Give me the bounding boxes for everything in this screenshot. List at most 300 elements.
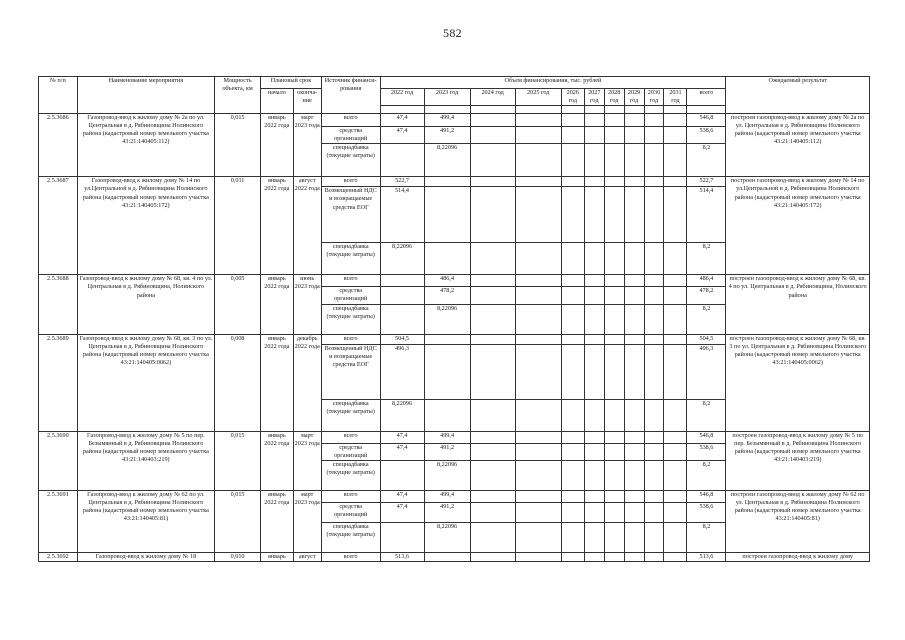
value-empty [584,552,604,561]
value-empty [664,431,687,443]
value-empty [644,443,664,460]
value-total: 513,6 [687,552,726,561]
value-empty [604,304,624,334]
value-empty [561,399,584,431]
value-empty [604,399,624,431]
value-empty [664,334,687,344]
value-empty [515,114,561,127]
value-2022: 47,4 [380,431,424,443]
record-number: 2.5.3688 [39,275,78,334]
table-header [39,77,870,114]
value-empty [561,177,584,187]
funding-source: спецнадбавка (текущие затраты) [321,399,380,431]
value-2023 [424,177,470,187]
record-result: построен газопровод-ввод к жилому дому № 5 по пер. Безымянный в д. Рябиновщина Нолинского района (кадастровый номер земельного участка 43:21:140403:219) [726,431,870,490]
value-total: 546,8 [687,490,726,502]
header-year-2030: 2030 год [644,89,664,106]
value-2022: 47,4 [380,127,424,144]
value-empty [624,431,644,443]
record-result: построен газопровод-ввод к жилому дому № 62 по ул. Центральная в д. Рябиновщина Нолинского района (кадастровый номер земельного участка 43:21:140405:81) [726,490,870,552]
record-number: 2.5.3689 [39,334,78,431]
value-empty [644,287,664,304]
record-result: построен газопровод-ввод к жилому дому № 68, кв. 4 по ул. Центральная в д. Рябиновщина, Нолинского района [726,275,870,334]
value-empty [624,399,644,431]
funding-source: средства организаций [321,443,380,460]
table-row [39,334,870,344]
value-empty [584,399,604,431]
record-name: Газопровод-ввод к жилому дому № 62 по ул. Центральная в д. Рябиновщина Нолинского района (кадастровый номер земельного участка 43:21:140405:81) [77,490,214,552]
value-2023 [424,399,470,431]
value-2022 [380,275,424,287]
value-2022: 514,4 [380,187,424,243]
value-2022: 47,4 [380,443,424,460]
header-year-2028: 2028 год [604,89,624,106]
value-empty [515,502,561,522]
value-2023 [424,334,470,344]
record-name: Газопровод-ввод к жилому дому № 68, кв. 4 по ул. Центральная в д. Рябиновщина, Нолинского района [77,275,214,334]
value-empty [584,431,604,443]
value-total: 546,8 [687,114,726,127]
value-empty [561,490,584,502]
value-empty [604,443,624,460]
value-empty [604,187,624,243]
value-total: 522,7 [687,177,726,187]
value-empty [561,443,584,460]
value-2023 [424,552,470,561]
value-empty [515,243,561,275]
value-total: 514,4 [687,187,726,243]
value-empty [561,334,584,344]
funding-source: спецнадбавка (текущие затраты) [321,522,380,552]
funding-source: всего [321,334,380,344]
value-total: 496,3 [687,344,726,399]
value-empty [624,344,644,399]
value-empty [470,177,515,187]
value-empty [515,177,561,187]
funding-source: всего [321,275,380,287]
record-start: январь 2022 года [261,490,293,552]
value-empty [584,490,604,502]
value-total: 504,5 [687,334,726,344]
table-row [39,431,870,443]
table-row [39,552,870,561]
header-year-2025: 2025 год [515,89,561,106]
value-empty [664,460,687,490]
value-2023: 8,22096 [424,304,470,334]
record-result: построен газопровод-ввод к жилому дому № 68, кв. 3 по ул. Центральная в д. Рябиновщина Нолинского района (кадастровый номер земельного участка 43:21:140405:0062) [726,334,870,431]
table-row [39,490,870,502]
funding-source: всего [321,114,380,127]
value-empty [644,114,664,127]
value-empty [470,127,515,144]
value-empty [561,431,584,443]
record-result: построен газопровод-ввод к жилому дому [726,552,870,561]
value-empty [624,275,644,287]
value-empty [515,287,561,304]
value-empty [584,443,604,460]
value-empty [470,490,515,502]
record-name: Газопровод-ввод к жилому дому № 2а по ул. Центральная в д. Рябиновщина Нолинского района (кадастровый номер земельного участка 43:21:140405:112) [77,114,214,177]
value-2023: 499,4 [424,114,470,127]
value-2022: 47,4 [380,490,424,502]
record-capacity: 0,011 [215,177,261,275]
header-year-2024: 2024 год [470,89,515,106]
record-end: август 2022 года [293,177,321,275]
value-empty [470,431,515,443]
value-empty [604,522,624,552]
funding-source: всего [321,552,380,561]
record-end: декабрь 2022 года [293,334,321,431]
value-total: 8,2 [687,399,726,431]
value-2022: 513,6 [380,552,424,561]
value-empty [561,344,584,399]
value-empty [584,344,604,399]
value-2022: 47,4 [380,114,424,127]
funding-source: Возмещенный НДС и возвращаемые средства ЕОГ [321,187,380,243]
value-empty [584,177,604,187]
value-empty [515,187,561,243]
header-term-start: начало [261,89,293,114]
header-year-2026: 2026 год [561,89,584,106]
value-empty [604,127,624,144]
value-empty [470,460,515,490]
funding-table [38,76,870,562]
value-empty [584,334,604,344]
value-empty [644,275,664,287]
value-empty [470,287,515,304]
value-empty [515,334,561,344]
value-empty [604,177,624,187]
value-empty [561,522,584,552]
value-empty [644,177,664,187]
value-2023: 499,4 [424,490,470,502]
value-2022 [380,460,424,490]
value-empty [561,187,584,243]
value-empty [664,287,687,304]
value-empty [515,490,561,502]
value-empty [644,344,664,399]
record-capacity: 0,015 [215,431,261,490]
funding-source: всего [321,431,380,443]
record-capacity: 0,015 [215,114,261,177]
value-empty [664,275,687,287]
value-empty [515,275,561,287]
value-empty [584,243,604,275]
value-empty [604,275,624,287]
value-empty [624,114,644,127]
value-2022 [380,287,424,304]
value-empty [644,144,664,177]
value-empty [584,275,604,287]
record-end: август [293,552,321,561]
value-empty [561,243,584,275]
funding-source: спецнадбавка (текущие затраты) [321,460,380,490]
value-empty [470,344,515,399]
value-empty [470,502,515,522]
record-name: Газопровод-ввод к жилому дому № 68, кв. 3 по ул. Центральная в д. Рябиновщина Нолинского района (кадастровый номер земельного участка 43:21:140405:0062) [77,334,214,431]
value-empty [644,522,664,552]
value-empty [664,304,687,334]
funding-source: спецнадбавка (текущие затраты) [321,304,380,334]
value-2022: 522,7 [380,177,424,187]
record-result: построен газопровод-ввод к жилому дому № 2а по ул. Центральная в д. Рябиновщина Нолинского района (кадастровый номер земельного участка 43:21:140405:112) [726,114,870,177]
value-empty [561,287,584,304]
record-start: январь 2022 года [261,114,293,177]
value-empty [584,304,604,334]
value-empty [604,114,624,127]
record-number: 2.5.3687 [39,177,78,275]
value-empty [624,127,644,144]
value-empty [664,443,687,460]
value-empty [644,431,664,443]
value-2023: 8,22096 [424,144,470,177]
value-empty [624,490,644,502]
record-name: Газопровод-ввод к жилому дому № 18 [77,552,214,561]
value-empty [644,399,664,431]
value-empty [515,344,561,399]
header-year-2023: 2023 год [424,89,470,106]
value-empty [515,144,561,177]
value-empty [624,177,644,187]
value-empty [624,443,644,460]
value-2022: 8,22096 [380,243,424,275]
value-2023: 478,2 [424,287,470,304]
value-empty [561,304,584,334]
header-capacity: Мощность объекта, км [215,77,261,114]
value-empty [515,522,561,552]
value-empty [584,460,604,490]
value-total: 546,8 [687,431,726,443]
value-total: 8,2 [687,460,726,490]
table-body [39,114,870,562]
value-total: 538,6 [687,502,726,522]
value-empty [515,399,561,431]
value-empty [584,144,604,177]
value-empty [470,187,515,243]
header-year-2029: 2029 год [624,89,644,106]
header-no: № п/п [39,77,78,114]
value-2023: 491,2 [424,502,470,522]
value-total: 538,6 [687,127,726,144]
record-name: Газопровод-ввод к жилому дому № 14 по ул.Центральной в д. Рябиновщина Нолинского района (кадастровый номер земельного участка 43:21:140405:172) [77,177,214,275]
value-empty [584,522,604,552]
value-2022 [380,304,424,334]
record-end: март 2023 года [293,431,321,490]
header-result: Ожидаемый результат [726,77,870,114]
funding-source: Возмещенный НДС и возвращаемые средства ЕОГ [321,344,380,399]
value-empty [584,287,604,304]
funding-source: спецнадбавка (текущие затраты) [321,243,380,275]
value-empty [644,334,664,344]
value-empty [664,490,687,502]
record-start: январь 2022 года [261,334,293,431]
value-2022: 504,5 [380,334,424,344]
value-empty [644,490,664,502]
value-empty [584,502,604,522]
value-empty [624,522,644,552]
value-empty [664,502,687,522]
record-number: 2.5.3690 [39,431,78,490]
value-empty [644,460,664,490]
value-2023 [424,243,470,275]
value-empty [664,177,687,187]
value-2023: 8,22096 [424,460,470,490]
funding-source: средства организаций [321,502,380,522]
value-empty [604,344,624,399]
value-empty [624,334,644,344]
value-empty [584,114,604,127]
header-name: Наименование мероприятия [77,77,214,114]
value-empty [664,127,687,144]
value-empty [470,144,515,177]
value-empty [515,304,561,334]
value-empty [624,304,644,334]
record-number: 2.5.3686 [39,114,78,177]
record-capacity: 0,008 [215,334,261,431]
funding-source: всего [321,177,380,187]
value-empty [604,502,624,522]
record-start: январь 2022 года [261,431,293,490]
record-number: 2.5.3691 [39,490,78,552]
value-empty [561,275,584,287]
value-total: 478,2 [687,287,726,304]
value-empty [604,287,624,304]
record-start: январь [261,552,293,561]
value-empty [515,431,561,443]
value-2023 [424,187,470,243]
header-year-2027: 2027 год [584,89,604,106]
record-capacity: 0,010 [215,552,261,561]
header-term-end: оконча-ние [293,89,321,114]
value-empty [624,243,644,275]
value-total: 538,6 [687,443,726,460]
header-year-2031: 2031 год [664,89,687,106]
value-empty [624,552,644,561]
value-empty [561,114,584,127]
table-row [39,177,870,187]
header-total: всего [687,89,726,106]
value-empty [624,144,644,177]
value-empty [604,490,624,502]
value-empty [644,243,664,275]
value-2023: 499,4 [424,431,470,443]
value-total: 8,2 [687,304,726,334]
value-empty [664,552,687,561]
value-2023: 491,2 [424,443,470,460]
value-empty [561,127,584,144]
value-empty [644,187,664,243]
value-empty [470,552,515,561]
record-start: январь 2022 года [261,177,293,275]
value-empty [644,127,664,144]
value-empty [604,552,624,561]
value-2022 [380,522,424,552]
value-2023: 491,2 [424,127,470,144]
value-empty [624,502,644,522]
value-empty [664,522,687,552]
value-empty [515,552,561,561]
value-empty [604,431,624,443]
table-row [39,114,870,127]
value-empty [515,443,561,460]
value-empty [515,127,561,144]
record-end: март 2023 года [293,114,321,177]
table-row [39,275,870,287]
value-empty [664,243,687,275]
value-empty [561,552,584,561]
value-empty [561,460,584,490]
record-start: январь 2022 года [261,275,293,334]
value-empty [604,334,624,344]
record-result: построен газопровод-ввод к жилому дому № 14 по ул.Центральной в д. Рябиновщина Нолинского района (кадастровый номер земельного участка 43:21:140405:172) [726,177,870,275]
value-empty [470,304,515,334]
value-empty [604,243,624,275]
value-empty [470,522,515,552]
value-empty [470,243,515,275]
value-empty [470,443,515,460]
record-capacity: 0,005 [215,275,261,334]
value-empty [644,502,664,522]
value-2022: 496,3 [380,344,424,399]
funding-source: всего [321,490,380,502]
value-2022: 8,22096 [380,399,424,431]
value-2023: 486,4 [424,275,470,287]
header-source: Источник финанси-рования [321,77,380,114]
header-year-2022: 2022 год [380,89,424,106]
funding-source: средства организаций [321,127,380,144]
value-empty [644,304,664,334]
value-empty [624,287,644,304]
header-term: Плановый срок [261,77,322,89]
value-empty [604,460,624,490]
value-empty [604,144,624,177]
value-total: 8,2 [687,243,726,275]
value-empty [584,127,604,144]
value-2022: 47,4 [380,502,424,522]
value-empty [561,502,584,522]
record-name: Газопровод-ввод к жилому дому № 5 по пер. Безымянный в д. Рябиновщина Нолинского района (кадастровый номер земельного участка 43:21:140403:219) [77,431,214,490]
value-2022 [380,144,424,177]
header-funding: Объем финансирования, тыс. рублей [380,77,726,89]
value-empty [664,187,687,243]
record-end: март 2023 года [293,490,321,552]
value-2023: 8,22096 [424,522,470,552]
record-end: июнь 2023 года [293,275,321,334]
page-number: 582 [443,26,462,40]
value-empty [664,114,687,127]
value-empty [624,460,644,490]
value-empty [470,334,515,344]
value-empty [664,344,687,399]
value-empty [584,187,604,243]
value-total: 8,2 [687,144,726,177]
value-empty [644,552,664,561]
value-total: 8,2 [687,522,726,552]
value-empty [561,144,584,177]
value-total: 486,4 [687,275,726,287]
funding-source: спецнадбавка (текущие затраты) [321,144,380,177]
record-number: 2.5.3692 [39,552,78,561]
value-empty [470,399,515,431]
value-empty [515,460,561,490]
value-empty [470,114,515,127]
record-capacity: 0,015 [215,490,261,552]
value-empty [664,144,687,177]
value-empty [664,399,687,431]
value-empty [624,187,644,243]
funding-source: средства организаций [321,287,380,304]
value-2023 [424,344,470,399]
